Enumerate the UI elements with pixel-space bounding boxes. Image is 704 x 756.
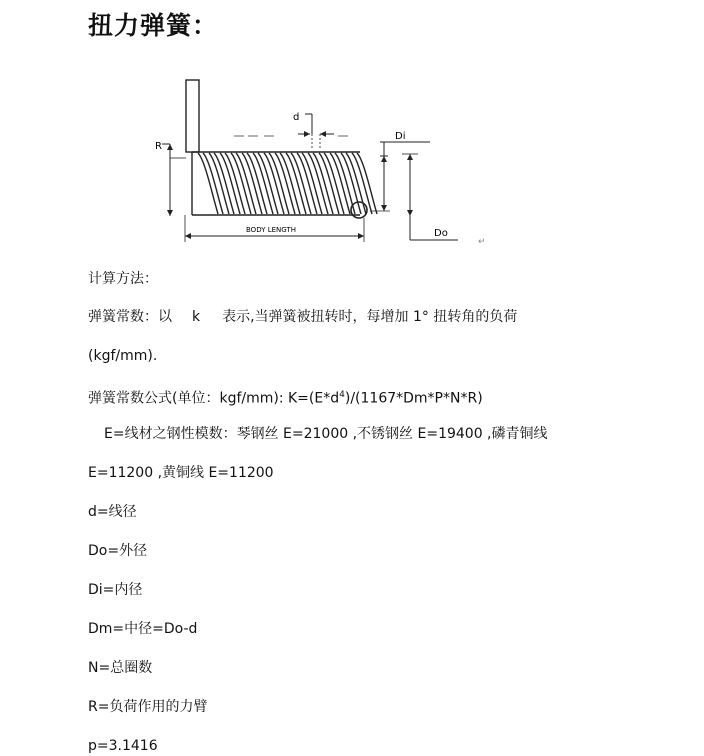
method-heading: 计算方法： xyxy=(88,271,158,287)
modulus-line-1: E=线材之钢性模数：琴钢丝 E=21000 ,不锈钢丝 E=19400 ,磷青铜线 xyxy=(104,426,548,442)
do-label: Do xyxy=(434,228,448,239)
di-definition: Di=内径 xyxy=(88,582,143,598)
d-label: d xyxy=(293,112,300,123)
dm-definition: Dm=中径=Do-d xyxy=(88,621,198,637)
n-definition: N=总圈数 xyxy=(88,660,153,676)
spring-constant-line: 弹簧常数：以 k 表示,当弹簧被扭转时，每增加 1° 扭转角的负荷 xyxy=(88,309,518,325)
formula-line: 弹簧常数公式(单位：kgf/mm): $K=(E*d^4)/(1167*Dm*P*N*R)$ xyxy=(88,390,483,407)
modulus-line-2: E=11200 ,黄铜线 E=11200 xyxy=(88,465,274,481)
r-definition: R=负荷作用的力臂 xyxy=(88,699,208,715)
body-length-label: BODY LENGTH xyxy=(246,226,296,234)
r-label: R xyxy=(155,141,162,152)
svg-text:↵: ↵ xyxy=(478,237,486,247)
torsion-spring-diagram xyxy=(148,76,508,252)
coil-turn-edge xyxy=(357,153,377,214)
d-definition: d=线径 xyxy=(88,504,137,520)
spring-leg xyxy=(186,80,199,152)
spring-coils xyxy=(198,153,377,214)
di-label: Di xyxy=(395,131,406,142)
page-title: 扭力弹簧： xyxy=(88,11,219,40)
spring-constant-unit: (kgf/mm). xyxy=(88,348,158,364)
p-definition: p=3.1416 xyxy=(88,738,158,754)
do-definition: Do=外径 xyxy=(88,543,148,559)
